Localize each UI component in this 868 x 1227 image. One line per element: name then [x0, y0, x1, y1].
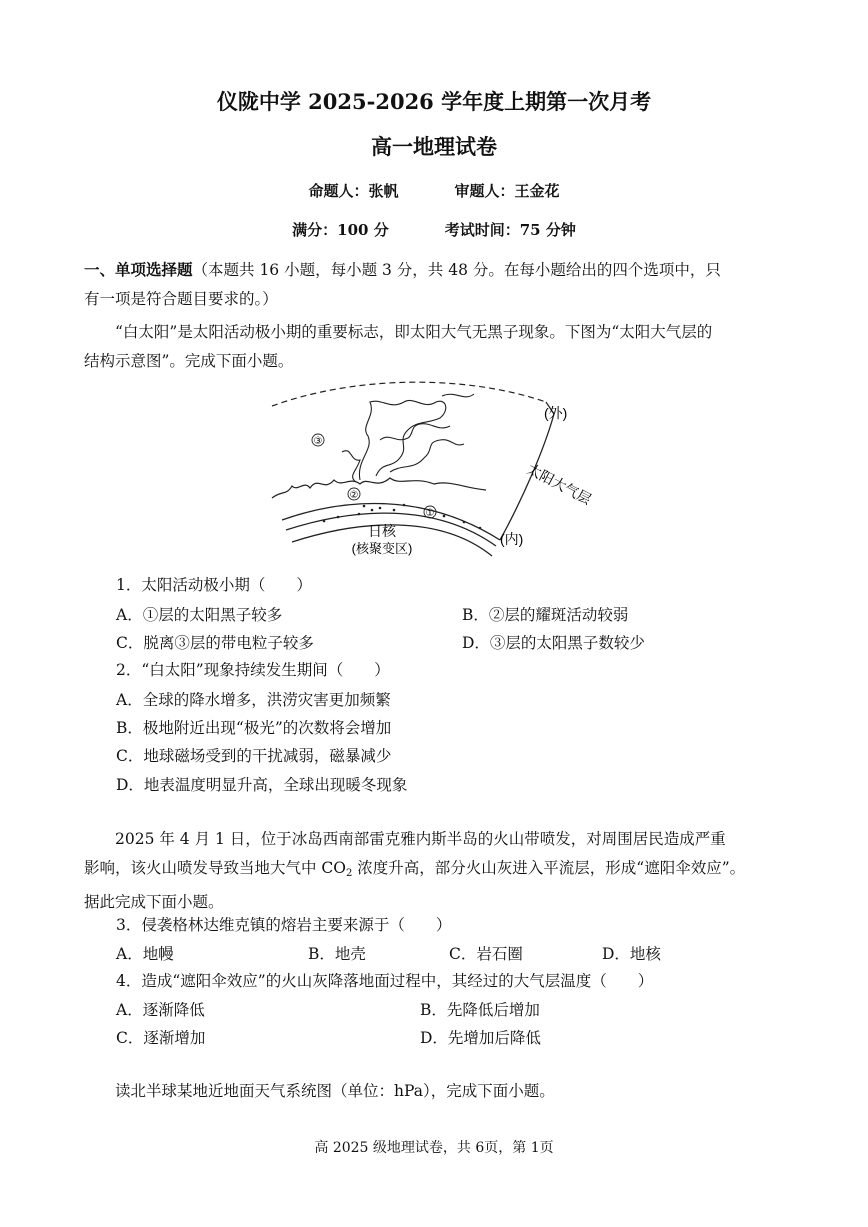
- q1-option-b[interactable]: B．②层的耀斑活动较弱: [462, 606, 629, 624]
- q1-option-a[interactable]: A．①层的太阳黑子较多: [116, 606, 283, 624]
- passage-2-line-1: 2025 年 4 月 1 日，位于冰岛西南部雷克雅内斯半岛的火山带喷发，对周围居民造成严重: [115, 830, 726, 848]
- layer-2-label: ②: [349, 490, 359, 501]
- section-heading: [84, 255, 784, 314]
- q3-option-d[interactable]: D．地核: [602, 945, 661, 963]
- setter-row: [0, 180, 868, 201]
- q4-option-d[interactable]: D．先增加后降低: [420, 1029, 541, 1047]
- q1-option-d[interactable]: D．③层的太阳黑子数较少: [462, 634, 645, 652]
- q4-option-b[interactable]: B．先降低后增加: [420, 1001, 540, 1019]
- q2-option-b[interactable]: B．极地附近出现“极光”的次数将会增加: [116, 719, 392, 737]
- layer-1-label: ①: [425, 508, 435, 519]
- passage-2-line-3: 据此完成下面小题。: [84, 893, 224, 911]
- page-footer: 高 2025 级地理试卷，共 6页，第 1页: [314, 1140, 554, 1156]
- passage-1-line-1: “白太阳”是太阳活动极小期的重要标志，即太阳大气无黑子现象。下图为“太阳大气层的: [115, 323, 713, 341]
- atmosphere-label: 太阳大气层: [524, 460, 594, 508]
- exam-subtitle: 高一地理试卷: [371, 134, 497, 159]
- outer-label: (外): [544, 405, 568, 421]
- inner-label: (内): [500, 531, 524, 547]
- section-desc-1: （本题共 16 小题，每小题 3 分，共 48 分。在每小题给出的四个选项中，只: [192, 261, 721, 279]
- passage-1: [84, 318, 784, 376]
- setter: 命题人：张帆: [308, 182, 399, 200]
- score-row: [0, 219, 868, 240]
- sun-atmosphere-diagram: [264, 380, 604, 560]
- reviewer: 审题人：王金花: [454, 182, 560, 200]
- core-sub-label: (核聚变区): [351, 541, 413, 556]
- q2-option-c[interactable]: C．地球磁场受到的干扰减弱，磁暴减少: [116, 747, 392, 765]
- core-label: 日核: [368, 523, 396, 539]
- layer-3-label: ③: [313, 436, 323, 447]
- question-3-stem: 3．侵袭格林达维克镇的熔岩主要来源于（ ）: [116, 916, 452, 934]
- q3-option-c[interactable]: C．岩石圈: [449, 945, 523, 963]
- question-2-stem: 2．“白太阳”现象持续发生期间（ ）: [116, 661, 390, 679]
- passage-2: [84, 825, 784, 917]
- question-4-stem: 4．造成“遮阳伞效应”的火山灰降落地面过程中，其经过的大气层温度（ ）: [116, 972, 654, 990]
- passage-2-line-2: 影响，该火山喷发导致当地大气中 $CO_2$ 浓度升高，部分火山灰进入平流层，形成“遮阳伞效应”。: [84, 859, 746, 879]
- full-score: 满分：100 分: [292, 221, 389, 239]
- question-1-stem: 1．太阳活动极小期（ ）: [116, 576, 312, 594]
- passage-1-line-2: 结构示意图”。完成下面小题。: [84, 352, 294, 370]
- q3-option-b[interactable]: B．地壳: [308, 945, 366, 963]
- q4-option-a[interactable]: A．逐渐降低: [116, 1001, 205, 1019]
- q1-option-c[interactable]: C．脱离③层的带电粒子较多: [116, 634, 314, 652]
- section-title: 一、单项选择题: [84, 260, 193, 279]
- section-desc-2: 有一项是符合题目要求的。）: [84, 290, 278, 308]
- exam-title: 仪陇中学 2025-2026 学年度上期第一次月考: [216, 89, 652, 114]
- q2-option-d[interactable]: D．地表温度明显升高，全球出现暖冬现象: [116, 776, 408, 794]
- passage-3: [84, 1077, 784, 1106]
- q3-option-a[interactable]: A．地幔: [116, 945, 174, 963]
- q2-option-a[interactable]: A．全球的降水增多，洪涝灾害更加频繁: [116, 691, 391, 709]
- exam-time: 考试时间：75 分钟: [444, 221, 576, 239]
- q4-option-c[interactable]: C．逐渐增加: [116, 1029, 206, 1047]
- passage-3-line-1: 读北半球某地近地面天气系统图（单位：hPa），完成下面小题。: [115, 1082, 555, 1100]
